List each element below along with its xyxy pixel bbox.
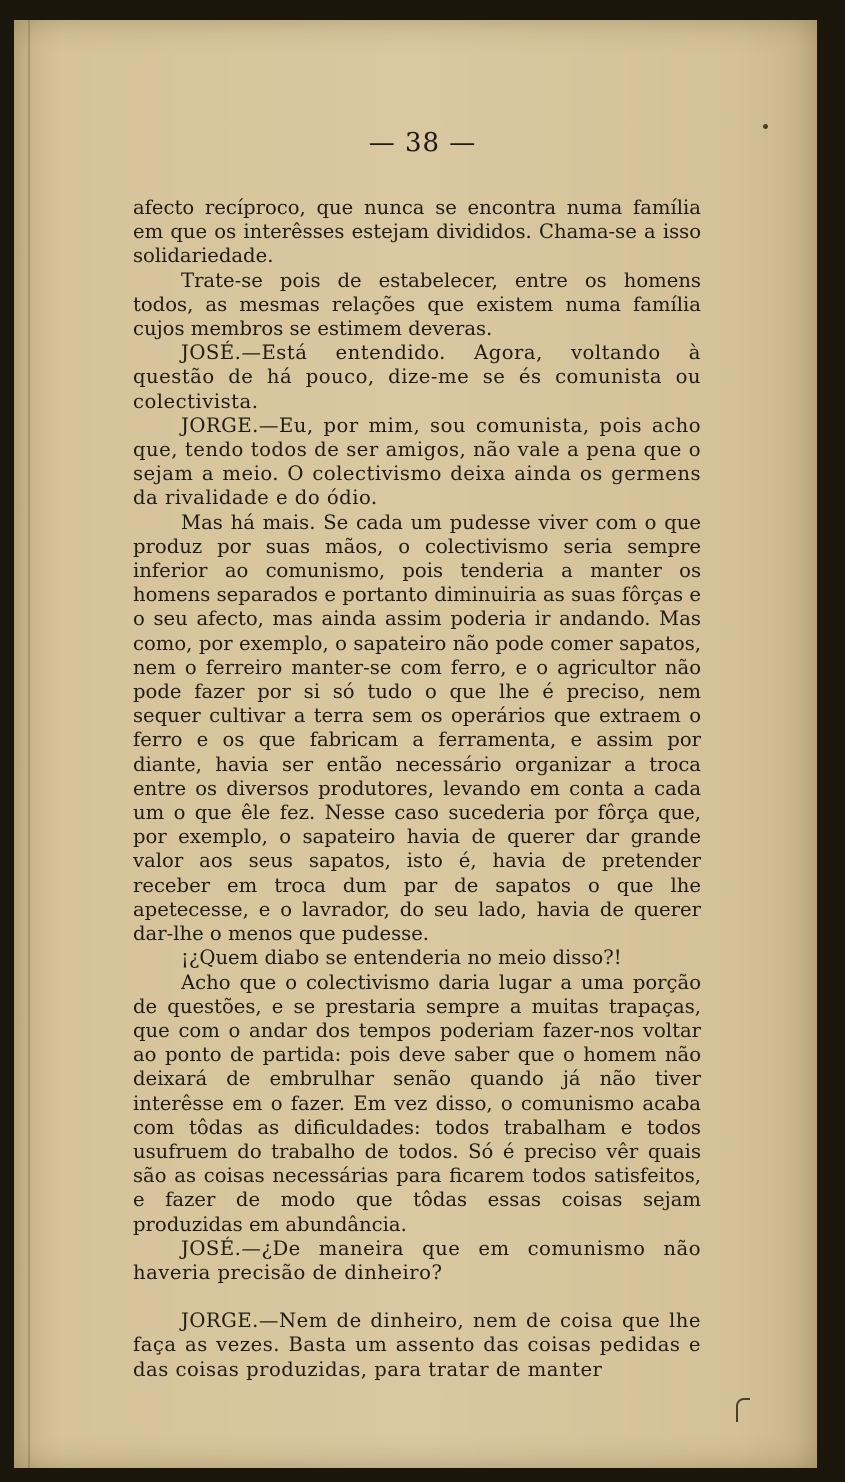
- paragraph-jorge-2: JORGE.—Nem de dinheiro, nem de coisa que lhe faça as vezes. Basta um assento das coisas pedidas e das coisas produzidas, para tratar de manter: [133, 1309, 701, 1381]
- paper-speck: [763, 124, 768, 129]
- paragraph-jorge-1: JORGE.—Eu, por mim, sou comunista, pois acho que, tendo todos de ser amigos, não vale a pena que o sejam a meio. O colectivismo deixa ainda os germens da rivalidade e do ódio.: [133, 413, 701, 510]
- paragraph-5: Acho que o colectivismo daria lugar a uma porção de questões, e se prestaria sempre a muitas trapaças, que com o andar dos tempos poderiam fazer-nos voltar ao ponto de partida: pois deve saber que o homem não deixará de embrulhar senão quando já não tiver interêsse em o fazer. Em vez disso, o comunismo acaba com tôdas as dificuldades: todos trabalham e todos usufruem do trabalho de todos. Só é preciso vêr quais são as coisas necessárias para ficarem todos satisfeitos, e fazer de modo que tôdas essas coisas sejam produzidas em abundância.: [133, 970, 701, 1236]
- paragraph-jose-1: JOSÉ.—Está entendido. Agora, voltando à questão de há pouco, dize-me se és comunista ou colectivista.: [133, 341, 701, 413]
- body-text: [133, 196, 701, 1382]
- paragraph-jose-2: JOSÉ.—¿De maneira que em comunismo não haveria precisão de dinheiro?: [133, 1236, 701, 1284]
- paragraph-3: Mas há mais. Se cada um pudesse viver com o que produz por suas mãos, o colectivismo seria sempre inferior ao comunismo, pois tenderia a manter os homens separados e portanto diminuiria as suas fôrças e o seu afecto, mas ainda assim poderia ir andando. Mas como, por exemplo, o sapateiro não pode comer sapatos, nem o ferreiro manter-se com ferro, e o agricultor não pode fazer por si só tudo o que lhe é preciso, nem sequer cultivar a terra sem os operários que extraem o ferro e os que fabricam a ferramenta, e assim por diante, havia ser então necessário organizar a troca entre os diversos produtores, levando em conta a cada um o que êle fez. Nesse caso sucederia por fôrça que, por exemplo, o sapateiro havia de querer dar grande valor aos seus sapatos, isto é, havia de pretender receber em troca dum par de sapatos o que lhe apetecesse, e o lavrador, do seu lado, havia de querer dar-lhe o menos que pudesse.: [133, 510, 701, 946]
- page-number: — 38 —: [368, 128, 477, 158]
- paper-mark: [736, 1398, 750, 1422]
- paragraph-1: afecto recíproco, que nunca se encontra numa família em que os interêsses estejam divididos. Chama-se a isso solidariedade.: [133, 196, 701, 268]
- paragraph-4: ¡¿Quem diabo se entenderia no meio disso?!: [181, 946, 622, 970]
- paragraph-2: Trate-se pois de estabelecer, entre os homens todos, as mesmas relações que existem numa família cujos membros se estimem deveras.: [133, 268, 701, 341]
